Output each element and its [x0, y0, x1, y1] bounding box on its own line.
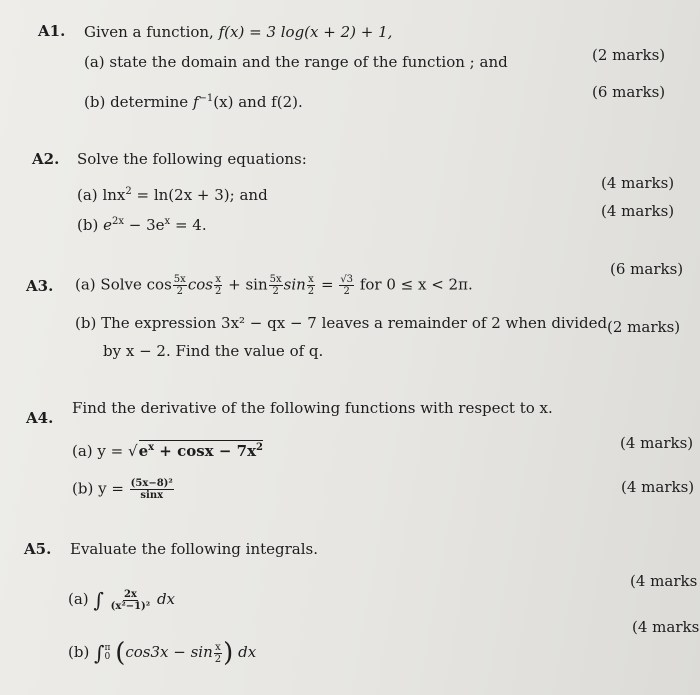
question-number-a4: A4.: [26, 409, 54, 427]
a3-part-b-line2: by x − 2. Find the value of q.: [103, 342, 324, 360]
a3-cos-1: cos: [146, 275, 172, 294]
question-number-a5: A5.: [24, 540, 52, 558]
a2-stem: Solve the following equations:: [77, 150, 307, 168]
a2-part-a-label: (a): [77, 186, 98, 204]
a5-part-b-body: cos3x − sin: [125, 643, 213, 661]
a4-part-a-label: (a) y =: [72, 442, 124, 460]
a1-stem-text: Given a function,: [84, 23, 214, 41]
a2-part-a-square: 2: [125, 186, 132, 197]
a1-part-b-rest: (x) and f(2).: [213, 93, 303, 111]
a5-part-a: [68, 588, 175, 612]
a3-part-a-marks: (6 marks): [610, 260, 684, 278]
a3-plus: +: [228, 275, 241, 294]
a3-part-b-marks: (2 marks): [607, 318, 681, 336]
a4-part-b-marks: (4 marks): [621, 478, 695, 496]
a3-frac-5x-2-b: $\frac{5x}{2}$: [269, 274, 282, 297]
a1-part-b-f: f: [192, 93, 199, 111]
question-number-a2: A2.: [32, 150, 60, 168]
a3-frac-5x-2-a: $\frac{5x}{2}$: [173, 274, 186, 297]
question-number-a3: A3.: [26, 277, 54, 295]
integral-sign-b: ∫: [94, 641, 105, 665]
a2-part-b-e1: e: [103, 216, 112, 234]
a5-part-a-label: (a): [68, 590, 89, 608]
integral-sign-a: ∫: [93, 588, 104, 612]
a3-equals: =: [320, 275, 334, 294]
a5-part-b: [68, 638, 256, 668]
a1-part-b-inverse: −1: [198, 93, 214, 104]
a2-part-b-eq2: − 3e: [124, 216, 165, 234]
a4-stem: Find the derivative of the following functions with respect to x.: [72, 399, 553, 417]
a4-part-b: [72, 478, 175, 501]
a3-range: for 0 ≤ x < 2π.: [359, 275, 473, 294]
a2-part-b-marks: (4 marks): [601, 202, 675, 220]
a2-part-b: [77, 216, 207, 234]
a4-part-b-label: (b) y =: [72, 479, 124, 498]
a3-part-b-line1: (b) The expression 3x² − qx − 7 leaves a remainder of 2 when divided: [75, 314, 608, 332]
a1-part-b-label: (b) determine: [84, 93, 189, 111]
a5-part-b-marks: (4 marks: [632, 618, 700, 636]
a5-part-b-lparen: (: [115, 638, 126, 668]
a5-part-b-limits: π 0: [104, 643, 111, 662]
question-number-a1: A1.: [38, 22, 66, 40]
a1-part-b: [84, 93, 303, 111]
a5-part-a-fraction: $\frac{2x}{\text{(x²−1)²}}$: [110, 588, 151, 612]
a2-part-a: [77, 186, 268, 204]
a5-part-b-rparen: ): [223, 638, 234, 668]
a3-part-a: [75, 274, 473, 297]
a2-part-b-eq3: = 4.: [170, 216, 207, 234]
a1-part-b-marks: (6 marks): [592, 83, 666, 101]
a5-part-a-dx: dx: [156, 590, 176, 608]
a1-function: f(x) = 3 log(x + 2) + 1,: [218, 23, 393, 41]
a1-stem: [84, 23, 392, 41]
a2-part-a-marks: (4 marks): [601, 174, 675, 192]
a4-part-a-radicand: $e^x + \cos x - 7x^2$: [138, 442, 263, 460]
a5-part-a-marks: (4 marks: [630, 572, 698, 590]
a5-part-b-frac: $\frac{x}{2}$: [214, 641, 222, 665]
a3-cos-2: cos: [187, 275, 213, 294]
a3-sin-2: sin: [283, 275, 306, 294]
a2-part-b-exp2: x: [164, 216, 171, 227]
a2-part-b-exp1: 2x: [111, 216, 124, 227]
a3-frac-x-2-a: $\frac{x}{2}$: [214, 274, 222, 297]
a5-stem: Evaluate the following integrals.: [70, 540, 318, 558]
a1-part-a-marks: (2 marks): [592, 46, 666, 64]
a4-part-a: (a) $y = √e^x + \cos x - 7x^2$: [72, 442, 263, 460]
a2-part-a-eq2: = ln(2x + 3); and: [131, 186, 268, 204]
a3-frac-x-2-b: $\frac{x}{2}$: [307, 274, 315, 297]
a4-part-a-marks: (4 marks): [620, 434, 694, 452]
a2-part-b-label: (b): [77, 216, 99, 234]
a4-part-b-fraction: $\frac{\text{(5x−8)²}}{\sin x}$: [130, 478, 173, 501]
a3-sin-1: sin: [245, 275, 268, 294]
a2-part-a-eq1: lnx: [102, 186, 126, 204]
a3-part-a-label: (a) Solve: [75, 275, 142, 294]
a1-part-a: (a) state the domain and the range of the function ; and: [84, 53, 508, 71]
a5-part-b-dx: dx: [238, 643, 257, 661]
a5-part-b-label: (b): [68, 643, 90, 661]
a3-frac-sqrt3-2: $\frac{√3}{2}$: [340, 274, 354, 297]
